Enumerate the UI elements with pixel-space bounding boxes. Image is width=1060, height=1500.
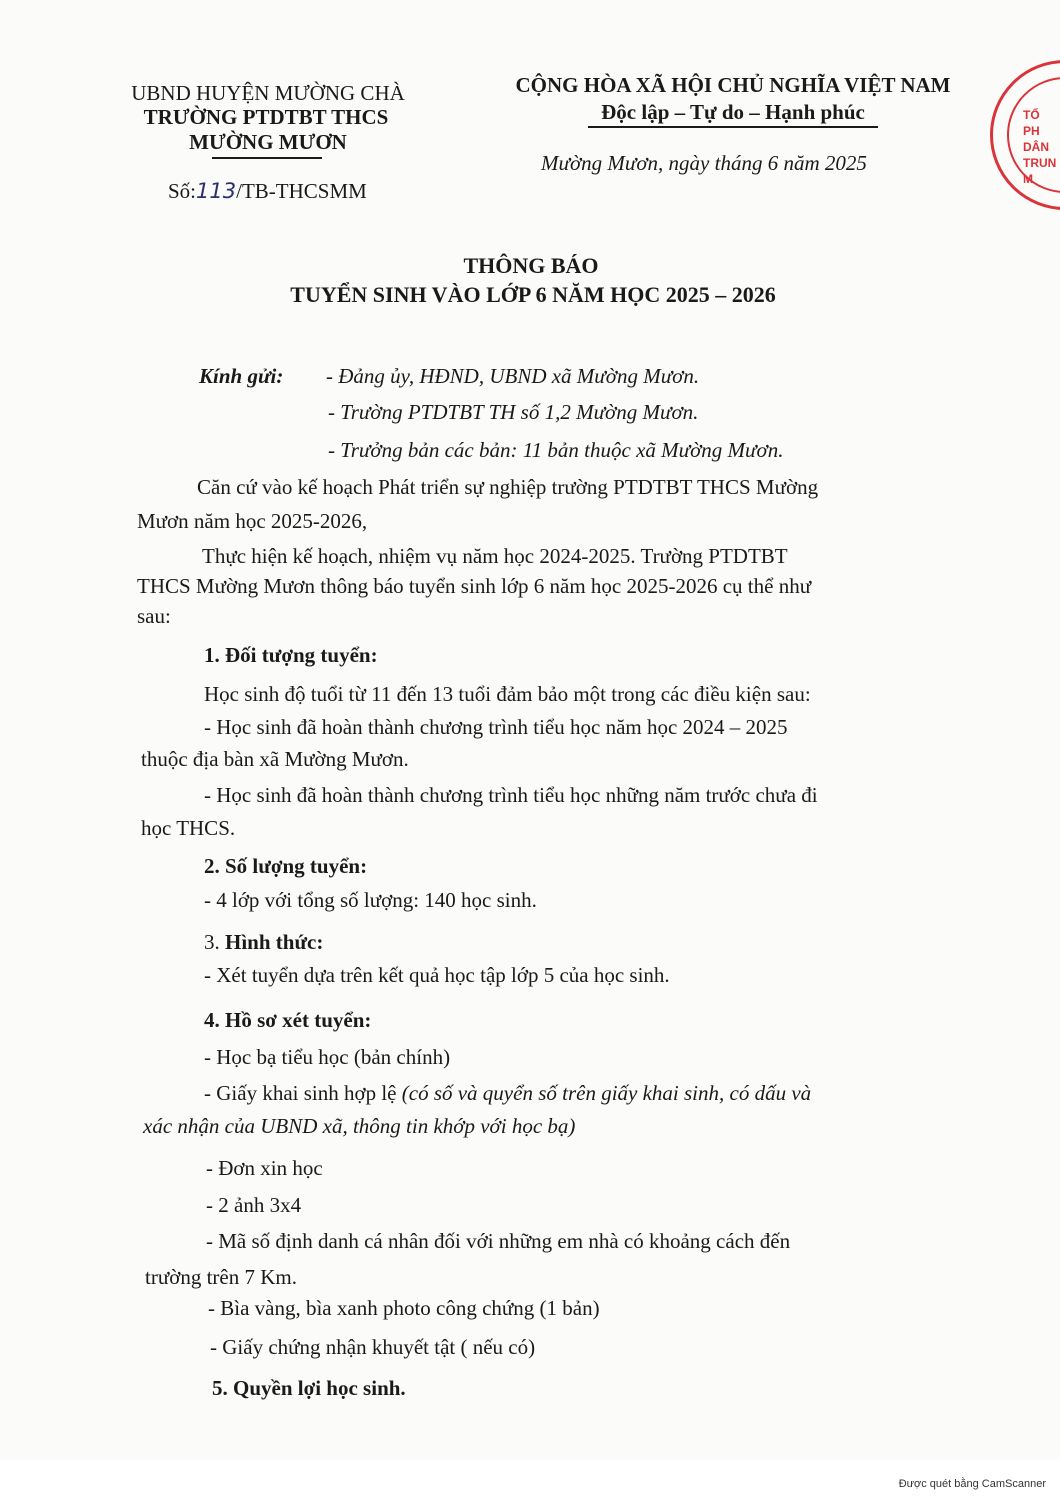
section-1-line: - Học sinh đã hoàn thành chương trình tiểu học năm học 2024 – 2025 [204, 715, 788, 739]
official-stamp: TỔ PH DÂN TRUN M [990, 60, 1060, 210]
section-4-line: - Mã số định danh cá nhân đối với những em nhà có khoảng cách đến [206, 1229, 791, 1253]
section-heading-4: 4. Hồ sơ xét tuyển: [204, 1008, 372, 1032]
birth-certificate-note-part1: (có số và quyển số trên giấy khai sinh, có dấu và [401, 1081, 812, 1105]
scanner-watermark: Được quét bằng CamScanner [898, 1478, 1046, 1490]
document-number-handwritten: 113 [196, 179, 237, 203]
implementation-paragraph-line1: Thực hiện kế hoạch, nhiệm vụ năm học 2024-2025. Trường PTDTBT [202, 544, 788, 568]
recipient-item: - Trưởng bản các bản: 11 bản thuộc xã Mường Mươn. [328, 438, 784, 462]
basis-paragraph-line1: Căn cứ vào kế hoạch Phát triển sự nghiệp trường PTDTBT THCS Mường [197, 475, 819, 499]
section-heading-1: 1. Đối tượng tuyển: [204, 643, 378, 667]
implementation-paragraph-line2: THCS Mường Mươn thông báo tuyển sinh lớp 6 năm học 2025-2026 cụ thể như [137, 574, 812, 598]
issuing-authority: UBND HUYỆN MƯỜNG CHÀ [131, 81, 405, 105]
birth-certificate-label: - Giấy khai sinh hợp lệ [204, 1081, 402, 1105]
section-4-line: - Bìa vàng, bìa xanh photo công chứng (1 bản) [208, 1296, 600, 1320]
section-1-line: thuộc địa bàn xã Mường Mươn. [141, 747, 409, 771]
left-header-rule [212, 157, 322, 159]
document-number [168, 178, 367, 204]
section-4-line: - 2 ảnh 3x4 [206, 1193, 302, 1217]
school-name-line1: TRƯỜNG PTDTBT THCS [143, 105, 389, 129]
section-heading-3 [204, 927, 323, 957]
national-motto: Độc lập – Tự do – Hạnh phúc [601, 100, 865, 124]
school-name-line2: MƯỜNG MƯƠN [189, 130, 347, 154]
document-subtitle: TUYỂN SINH VÀO LỚP 6 NĂM HỌC 2025 – 2026 [290, 282, 776, 307]
section-1-line: Học sinh độ tuổi từ 11 đến 13 tuổi đảm bảo một trong các điều kiện sau: [204, 682, 811, 706]
section-3-title: Hình thức: [225, 930, 324, 954]
section-1-line: - Học sinh đã hoàn thành chương trình tiểu học những năm trước chưa đi [204, 783, 818, 807]
recipient-item: - Đảng ủy, HĐND, UBND xã Mường Mươn. [326, 364, 700, 388]
implementation-paragraph-line3: sau: [137, 604, 171, 628]
section-3-line: - Xét tuyển dựa trên kết quả học tập lớp 5 của học sinh. [204, 963, 670, 987]
section-heading-5: 5. Quyền lợi học sinh. [212, 1376, 406, 1400]
document-title: THÔNG BÁO [463, 253, 599, 278]
section-4-line: - Giấy chứng nhận khuyết tật ( nếu có) [210, 1335, 536, 1359]
recipient-item: - Trường PTDTBT TH số 1,2 Mường Mươn. [328, 400, 699, 424]
basis-paragraph-line2: Mươn năm học 2025-2026, [137, 509, 368, 533]
section-4-line [204, 1078, 811, 1108]
section-1-line: học THCS. [141, 816, 236, 840]
right-header-rule [588, 126, 878, 128]
section-heading-2: 2. Số lượng tuyển: [204, 854, 368, 878]
document-number-prefix: Số: [168, 179, 197, 203]
birth-certificate-note-part2: xác nhận của UBND xã, thông tin khớp với học bạ) [143, 1114, 576, 1138]
section-4-line: - Đơn xin học [206, 1156, 323, 1180]
document-number-suffix: /TB-THCSMM [236, 179, 367, 203]
national-title: CỘNG HÒA XÃ HỘI CHỦ NGHĨA VIỆT NAM [515, 73, 951, 97]
section-2-line: - 4 lớp với tổng số lượng: 140 học sinh. [204, 888, 537, 912]
section-3-number: 3. [204, 930, 225, 954]
section-4-line: - Học bạ tiểu học (bản chính) [204, 1045, 451, 1069]
place-date: Mường Mươn, ngày tháng 6 năm 2025 [541, 151, 867, 175]
section-4-line: trường trên 7 Km. [145, 1265, 297, 1289]
recipients-label: Kính gửi: [199, 364, 284, 388]
